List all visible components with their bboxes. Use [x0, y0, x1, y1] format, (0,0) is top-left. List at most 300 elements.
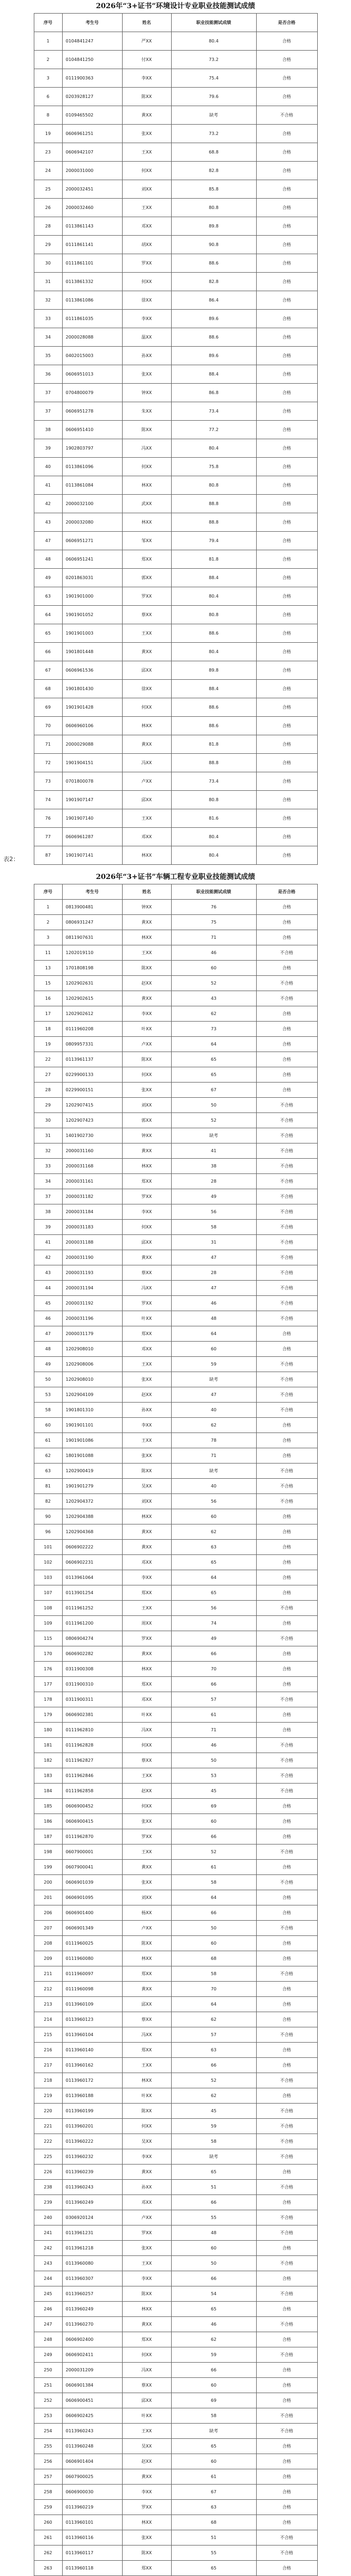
- table-cell: 0113960140: [62, 2043, 122, 2058]
- table-cell: 65: [171, 1555, 256, 1570]
- table-cell: 不合格: [256, 2119, 317, 2134]
- table-cell: 不合格: [256, 1875, 317, 1890]
- table-cell: 72: [34, 754, 62, 772]
- table-cell: 0113960249: [62, 2302, 122, 2317]
- table-cell: 0113960109: [62, 1997, 122, 2012]
- table-cell: 王XX: [122, 1433, 171, 1448]
- table-cell: 孙XX: [122, 347, 171, 365]
- table-cell: 郑XX: [122, 1966, 171, 1982]
- table-cell: 不合格: [256, 1250, 317, 1265]
- table-cell: 18: [34, 1022, 62, 1037]
- table-row: [34, 51, 317, 69]
- table1-header-row: [34, 14, 317, 32]
- table-row: [34, 1723, 317, 1738]
- table-cell: 55: [171, 2210, 256, 2225]
- table-cell: 合格: [256, 661, 317, 680]
- table-cell: 88.8: [171, 513, 256, 532]
- table-cell: 杨XX: [122, 1905, 171, 1921]
- table-cell: 63: [171, 2043, 256, 2058]
- table-cell: 合格: [256, 846, 317, 865]
- table-cell: 李XX: [122, 310, 171, 328]
- table-cell: 林XX: [122, 930, 171, 945]
- table-row: [34, 2469, 317, 2485]
- table-cell: 80.8: [171, 199, 256, 217]
- table-cell: 70: [34, 717, 62, 735]
- table-row: [34, 1265, 317, 1281]
- table-row: [34, 1601, 317, 1616]
- table-cell: 0113960257: [62, 2286, 122, 2302]
- table-cell: 66: [171, 1905, 256, 1921]
- table-cell: 0606902231: [62, 1555, 122, 1570]
- table-cell: 79.4: [171, 532, 256, 550]
- table-cell: 吴XX: [122, 1479, 171, 1494]
- table-cell: 合格: [256, 162, 317, 180]
- table-cell: 蔡XX: [122, 1753, 171, 1768]
- table-cell: 1901904151: [62, 754, 122, 772]
- table-cell: 43: [34, 513, 62, 532]
- table-cell: 240: [34, 2210, 62, 2225]
- table-row: [34, 1296, 317, 1311]
- table-cell: 不合格: [256, 1784, 317, 1799]
- table-cell: 2000032080: [62, 513, 122, 532]
- table-cell: 张XX: [122, 2241, 171, 2256]
- table-cell: 合格: [256, 754, 317, 772]
- table-row: [34, 2210, 317, 2225]
- table-cell: 合格: [256, 476, 317, 495]
- table-cell: 41: [34, 476, 62, 495]
- table-cell: 合格: [256, 458, 317, 476]
- table-row: [34, 828, 317, 846]
- table-row: [34, 143, 317, 162]
- table-cell: 叶XX: [122, 1707, 171, 1723]
- table-cell: 黄XX: [122, 991, 171, 1006]
- table2-section: [0, 856, 351, 2576]
- table-cell: 合格: [256, 1829, 317, 1845]
- table-row: [34, 991, 317, 1006]
- table-cell: 213: [34, 1997, 62, 2012]
- table-cell: 0113960188: [62, 2088, 122, 2104]
- table-cell: 48: [171, 1311, 256, 1326]
- table-cell: 王XX: [122, 945, 171, 961]
- table-cell: 武XX: [122, 495, 171, 513]
- table-cell: 合格: [256, 772, 317, 791]
- table-cell: 0306920124: [62, 2210, 122, 2225]
- table-cell: 林XX: [122, 846, 171, 865]
- table-cell: 合格: [256, 1448, 317, 1464]
- table-row: [34, 1631, 317, 1646]
- table-cell: 张XX: [122, 125, 171, 143]
- table-cell: 36: [34, 365, 62, 384]
- table-row: [34, 2363, 317, 2378]
- table-cell: 17: [34, 1006, 62, 1022]
- table-cell: 张XX: [122, 1083, 171, 1098]
- table-cell: 68.8: [171, 143, 256, 162]
- table-cell: 邱XX: [122, 1235, 171, 1250]
- table-row: [34, 2347, 317, 2363]
- table-cell: 合格: [256, 735, 317, 754]
- table-cell: 合格: [256, 2195, 317, 2210]
- table-row: [34, 1966, 317, 1982]
- table-cell: 何XX: [122, 2347, 171, 2363]
- table-cell: 合格: [256, 1814, 317, 1829]
- table-cell: 黄XX: [122, 1143, 171, 1159]
- table-cell: 合格: [256, 643, 317, 661]
- table-cell: 林XX: [122, 1509, 171, 1524]
- table-cell: 45: [34, 1296, 62, 1311]
- table-cell: 李XX: [122, 1570, 171, 1585]
- table-cell: 56: [171, 1601, 256, 1616]
- table-cell: 1901901086: [62, 1433, 122, 1448]
- table-cell: 邓XX: [122, 1692, 171, 1707]
- table-cell: 合格: [256, 2302, 317, 2317]
- table-cell: 郑XX: [122, 2043, 171, 2058]
- table-cell: 8: [34, 106, 62, 125]
- table-cell: 不合格: [256, 945, 317, 961]
- table-cell: 王XX: [122, 809, 171, 828]
- table-cell: 付XX: [122, 51, 171, 69]
- table-row: [34, 846, 317, 865]
- table-row: [34, 809, 317, 828]
- table-cell: 42: [34, 495, 62, 513]
- table-cell: 合格: [256, 2332, 317, 2347]
- table-cell: 62: [34, 1448, 62, 1464]
- table-cell: 0806904274: [62, 1631, 122, 1646]
- table-cell: 0113901254: [62, 1585, 122, 1601]
- table-cell: 50: [171, 2256, 256, 2271]
- table-row: [34, 976, 317, 991]
- table-cell: 陈XX: [122, 421, 171, 439]
- table-cell: 0229900133: [62, 1067, 122, 1083]
- table-cell: 63: [34, 1464, 62, 1479]
- table-cell: 30: [34, 254, 62, 273]
- table-cell: 37: [34, 402, 62, 421]
- table-cell: 1701808198: [62, 961, 122, 976]
- table-cell: 0606961536: [62, 661, 122, 680]
- table-cell: 178: [34, 1692, 62, 1707]
- table-cell: 66: [171, 1646, 256, 1662]
- table-cell: 0606902381: [62, 1707, 122, 1723]
- table-cell: 81.8: [171, 550, 256, 569]
- table-row: [34, 69, 317, 88]
- table-cell: 80.4: [171, 439, 256, 458]
- table-cell: 赵XX: [122, 1784, 171, 1799]
- table-cell: 219: [34, 2088, 62, 2104]
- table-cell: 88.6: [171, 717, 256, 735]
- table-cell: 0606901404: [62, 2454, 122, 2469]
- table-cell: 214: [34, 2012, 62, 2027]
- table-cell: 206: [34, 1905, 62, 1921]
- table-cell: 218: [34, 2073, 62, 2088]
- table-row: [34, 717, 317, 735]
- table-cell: 徐XX: [122, 291, 171, 310]
- table-row: [34, 1936, 317, 1951]
- table-cell: 合格: [256, 2271, 317, 2286]
- table-cell: 64: [171, 1997, 256, 2012]
- table-cell: 合格: [256, 32, 317, 51]
- table-cell: 合格: [256, 2454, 317, 2469]
- table-cell: 邓XX: [122, 828, 171, 846]
- table-cell: 冯XX: [122, 439, 171, 458]
- table-cell: 1902803797: [62, 439, 122, 458]
- table-cell: 33: [34, 1159, 62, 1174]
- table-cell: 66: [171, 2363, 256, 2378]
- table-cell: 0606961287: [62, 828, 122, 846]
- table-cell: 252: [34, 2393, 62, 2408]
- table-cell: 61: [171, 2469, 256, 2485]
- table-cell: 225: [34, 2149, 62, 2165]
- table-cell: 合格: [256, 1540, 317, 1555]
- table-row: [34, 1403, 317, 1418]
- table-cell: 合格: [256, 550, 317, 569]
- table-row: [34, 1845, 317, 1860]
- table-cell: 87: [34, 846, 62, 865]
- table2-label: 表2：: [3, 856, 19, 863]
- table-cell: 1901801448: [62, 643, 122, 661]
- table-cell: 0111961200: [62, 1616, 122, 1631]
- table-cell: 邹XX: [122, 532, 171, 550]
- table-cell: 张XX: [122, 1372, 171, 1387]
- table-row: [34, 1494, 317, 1509]
- table-row: [34, 1128, 317, 1143]
- table-cell: 68: [171, 2515, 256, 2530]
- table-cell: 181: [34, 1738, 62, 1753]
- table-cell: 80.4: [171, 587, 256, 606]
- table2-title: 2026年“3+证书”车辆工程专业职业技能测试成绩: [95, 873, 256, 881]
- table-cell: 林XX: [122, 2515, 171, 2530]
- table-cell: 66: [171, 2195, 256, 2210]
- table-cell: 261: [34, 2530, 62, 2546]
- table-cell: 郑XX: [122, 1326, 171, 1342]
- table-cell: 合格: [256, 1006, 317, 1022]
- table-cell: 0111861101: [62, 254, 122, 273]
- table-cell: 严XX: [122, 32, 171, 51]
- table-cell: 183: [34, 1768, 62, 1784]
- table-cell: 262: [34, 2546, 62, 2561]
- table-cell: 0109465502: [62, 106, 122, 125]
- table-cell: 不合格: [256, 2210, 317, 2225]
- table-cell: 1202904388: [62, 1509, 122, 1524]
- table-cell: 1: [34, 900, 62, 915]
- table-cell: 邱XX: [122, 1997, 171, 2012]
- table-cell: 60: [171, 2241, 256, 2256]
- table-cell: 31: [34, 273, 62, 291]
- table-cell: 不合格: [256, 1235, 317, 1250]
- table-cell: 0806931247: [62, 915, 122, 930]
- table-cell: 徐XX: [122, 680, 171, 698]
- table-cell: 88.6: [171, 624, 256, 643]
- table-cell: 1202902612: [62, 1006, 122, 1022]
- table-cell: 不合格: [256, 1220, 317, 1235]
- table-cell: 109: [34, 1616, 62, 1631]
- table-row: [34, 2393, 317, 2408]
- table-cell: 2000031209: [62, 2363, 122, 2378]
- table-cell: 0311900308: [62, 1662, 122, 1677]
- table-cell: 合格: [256, 1509, 317, 1524]
- table-cell: 0111960098: [62, 1982, 122, 1997]
- table-cell: 60: [171, 1936, 256, 1951]
- table-cell: 2000031000: [62, 162, 122, 180]
- table-row: [34, 2241, 317, 2256]
- table-cell: 0606902400: [62, 2332, 122, 2347]
- table-row: [34, 1875, 317, 1890]
- table-row: [34, 2104, 317, 2119]
- table-cell: 40: [171, 1479, 256, 1494]
- table-cell: 0606902282: [62, 1646, 122, 1662]
- table-cell: 0606900451: [62, 2393, 122, 2408]
- table-cell: 69: [171, 2393, 256, 2408]
- table-row: [34, 1204, 317, 1220]
- table-cell: 赵XX: [122, 1387, 171, 1403]
- table-cell: 201: [34, 1890, 62, 1905]
- table-cell: 58: [171, 2408, 256, 2424]
- table-row: [34, 2500, 317, 2515]
- table-cell: 合格: [256, 1951, 317, 1966]
- table-cell: 50: [171, 1753, 256, 1768]
- table-cell: 1901901428: [62, 698, 122, 717]
- table-cell: 不合格: [256, 106, 317, 125]
- table-cell: 合格: [256, 1342, 317, 1357]
- table-cell: 钟XX: [122, 384, 171, 402]
- table-cell: 0203928127: [62, 88, 122, 106]
- table-cell: 钟XX: [122, 900, 171, 915]
- table-cell: 66: [171, 1677, 256, 1692]
- table-cell: 242: [34, 2241, 62, 2256]
- table-cell: 温XX: [122, 328, 171, 347]
- table-cell: 52: [171, 1845, 256, 1860]
- column-header: 姓名: [122, 884, 171, 900]
- table-cell: 76: [171, 900, 256, 915]
- table-cell: 77: [34, 828, 62, 846]
- table-cell: 0606901400: [62, 1905, 122, 1921]
- table-row: [34, 1585, 317, 1601]
- table-cell: 不合格: [256, 1296, 317, 1311]
- table-cell: 88.8: [171, 495, 256, 513]
- table-cell: 0111960097: [62, 1966, 122, 1982]
- table-cell: 陈XX: [122, 1936, 171, 1951]
- table-cell: 37: [34, 384, 62, 402]
- table-row: [34, 1707, 317, 1723]
- table-cell: 73: [171, 1022, 256, 1037]
- table-cell: 林XX: [122, 717, 171, 735]
- table-cell: 陈XX: [122, 1052, 171, 1067]
- table-row: [34, 1250, 317, 1265]
- table-row: [34, 961, 317, 976]
- table-cell: 不合格: [256, 1768, 317, 1784]
- table-cell: 不合格: [256, 2530, 317, 2546]
- table-cell: 258: [34, 2485, 62, 2500]
- table-cell: 0606951410: [62, 421, 122, 439]
- table-cell: 何XX: [122, 1220, 171, 1235]
- table-cell: 0113960243: [62, 2180, 122, 2195]
- table-row: [34, 2302, 317, 2317]
- table-cell: 李XX: [122, 2485, 171, 2500]
- table-cell: 2000031194: [62, 1281, 122, 1296]
- table-cell: 1202902615: [62, 991, 122, 1006]
- table-cell: 1801901088: [62, 1448, 122, 1464]
- table-cell: 64: [171, 1890, 256, 1905]
- table-cell: 89.8: [171, 217, 256, 236]
- table-cell: 80.8: [171, 791, 256, 809]
- table-cell: 59: [171, 2119, 256, 2134]
- table-cell: 248: [34, 2332, 62, 2347]
- column-header: 序号: [34, 14, 62, 32]
- table-cell: 合格: [256, 2393, 317, 2408]
- table-cell: 257: [34, 2469, 62, 2485]
- table-cell: 0606951013: [62, 365, 122, 384]
- table-cell: 215: [34, 2027, 62, 2043]
- table-cell: 0113960123: [62, 2012, 122, 2027]
- table-cell: 合格: [256, 421, 317, 439]
- table-cell: 46: [34, 1311, 62, 1326]
- table-cell: 220: [34, 2104, 62, 2119]
- table-row: [34, 2378, 317, 2393]
- table-cell: 张XX: [122, 1875, 171, 1890]
- column-header: 考生号: [62, 884, 122, 900]
- table-row: [34, 2073, 317, 2088]
- table-cell: 合格: [256, 624, 317, 643]
- table-cell: 陈XX: [122, 2286, 171, 2302]
- table-cell: 合格: [256, 125, 317, 143]
- column-header: 职业技能测试成绩: [171, 14, 256, 32]
- table-cell: 黄XX: [122, 2317, 171, 2332]
- table-cell: 合格: [256, 2515, 317, 2530]
- table-row: [34, 2424, 317, 2439]
- table-cell: 52: [171, 976, 256, 991]
- table-cell: 245: [34, 2286, 62, 2302]
- table-cell: 254: [34, 2424, 62, 2439]
- table-row: [34, 439, 317, 458]
- table-row: [34, 1448, 317, 1464]
- table-cell: 47: [34, 1326, 62, 1342]
- table-cell: 60: [34, 1418, 62, 1433]
- table-cell: 合格: [256, 2378, 317, 2393]
- table-cell: 58: [171, 1875, 256, 1890]
- table-cell: 80.8: [171, 606, 256, 624]
- table-cell: 65: [171, 2439, 256, 2454]
- table-cell: 81.8: [171, 735, 256, 754]
- table-cell: 82.8: [171, 162, 256, 180]
- table-cell: 65: [171, 2302, 256, 2317]
- table-cell: 246: [34, 2302, 62, 2317]
- table-cell: 2000029088: [62, 735, 122, 754]
- table-cell: 2000028088: [62, 328, 122, 347]
- table-cell: 2000032460: [62, 199, 122, 217]
- table-cell: 合格: [256, 1555, 317, 1570]
- table-row: [34, 2225, 317, 2241]
- table-cell: 0113961218: [62, 2241, 122, 2256]
- table-cell: 75.4: [171, 69, 256, 88]
- column-header: 考生号: [62, 14, 122, 32]
- table-cell: 郑XX: [122, 550, 171, 569]
- table-cell: 王XX: [122, 199, 171, 217]
- table-row: [34, 236, 317, 254]
- table-cell: 51: [171, 2180, 256, 2195]
- table-row: [34, 125, 317, 143]
- table-cell: 黄XX: [122, 643, 171, 661]
- table-cell: 0701800078: [62, 772, 122, 791]
- table-cell: 0113960222: [62, 2134, 122, 2149]
- table-row: [34, 1311, 317, 1326]
- table-cell: 林XX: [122, 1951, 171, 1966]
- table-cell: 0113861096: [62, 458, 122, 476]
- table-cell: 何XX: [122, 2119, 171, 2134]
- table1-title: 2026年“3+证书”环境设计专业职业技能测试成绩: [95, 2, 256, 10]
- table-cell: 107: [34, 1585, 62, 1601]
- table-cell: 3: [34, 930, 62, 945]
- table-cell: 不合格: [256, 1189, 317, 1204]
- table-row: [34, 88, 317, 106]
- table-cell: 247: [34, 2317, 62, 2332]
